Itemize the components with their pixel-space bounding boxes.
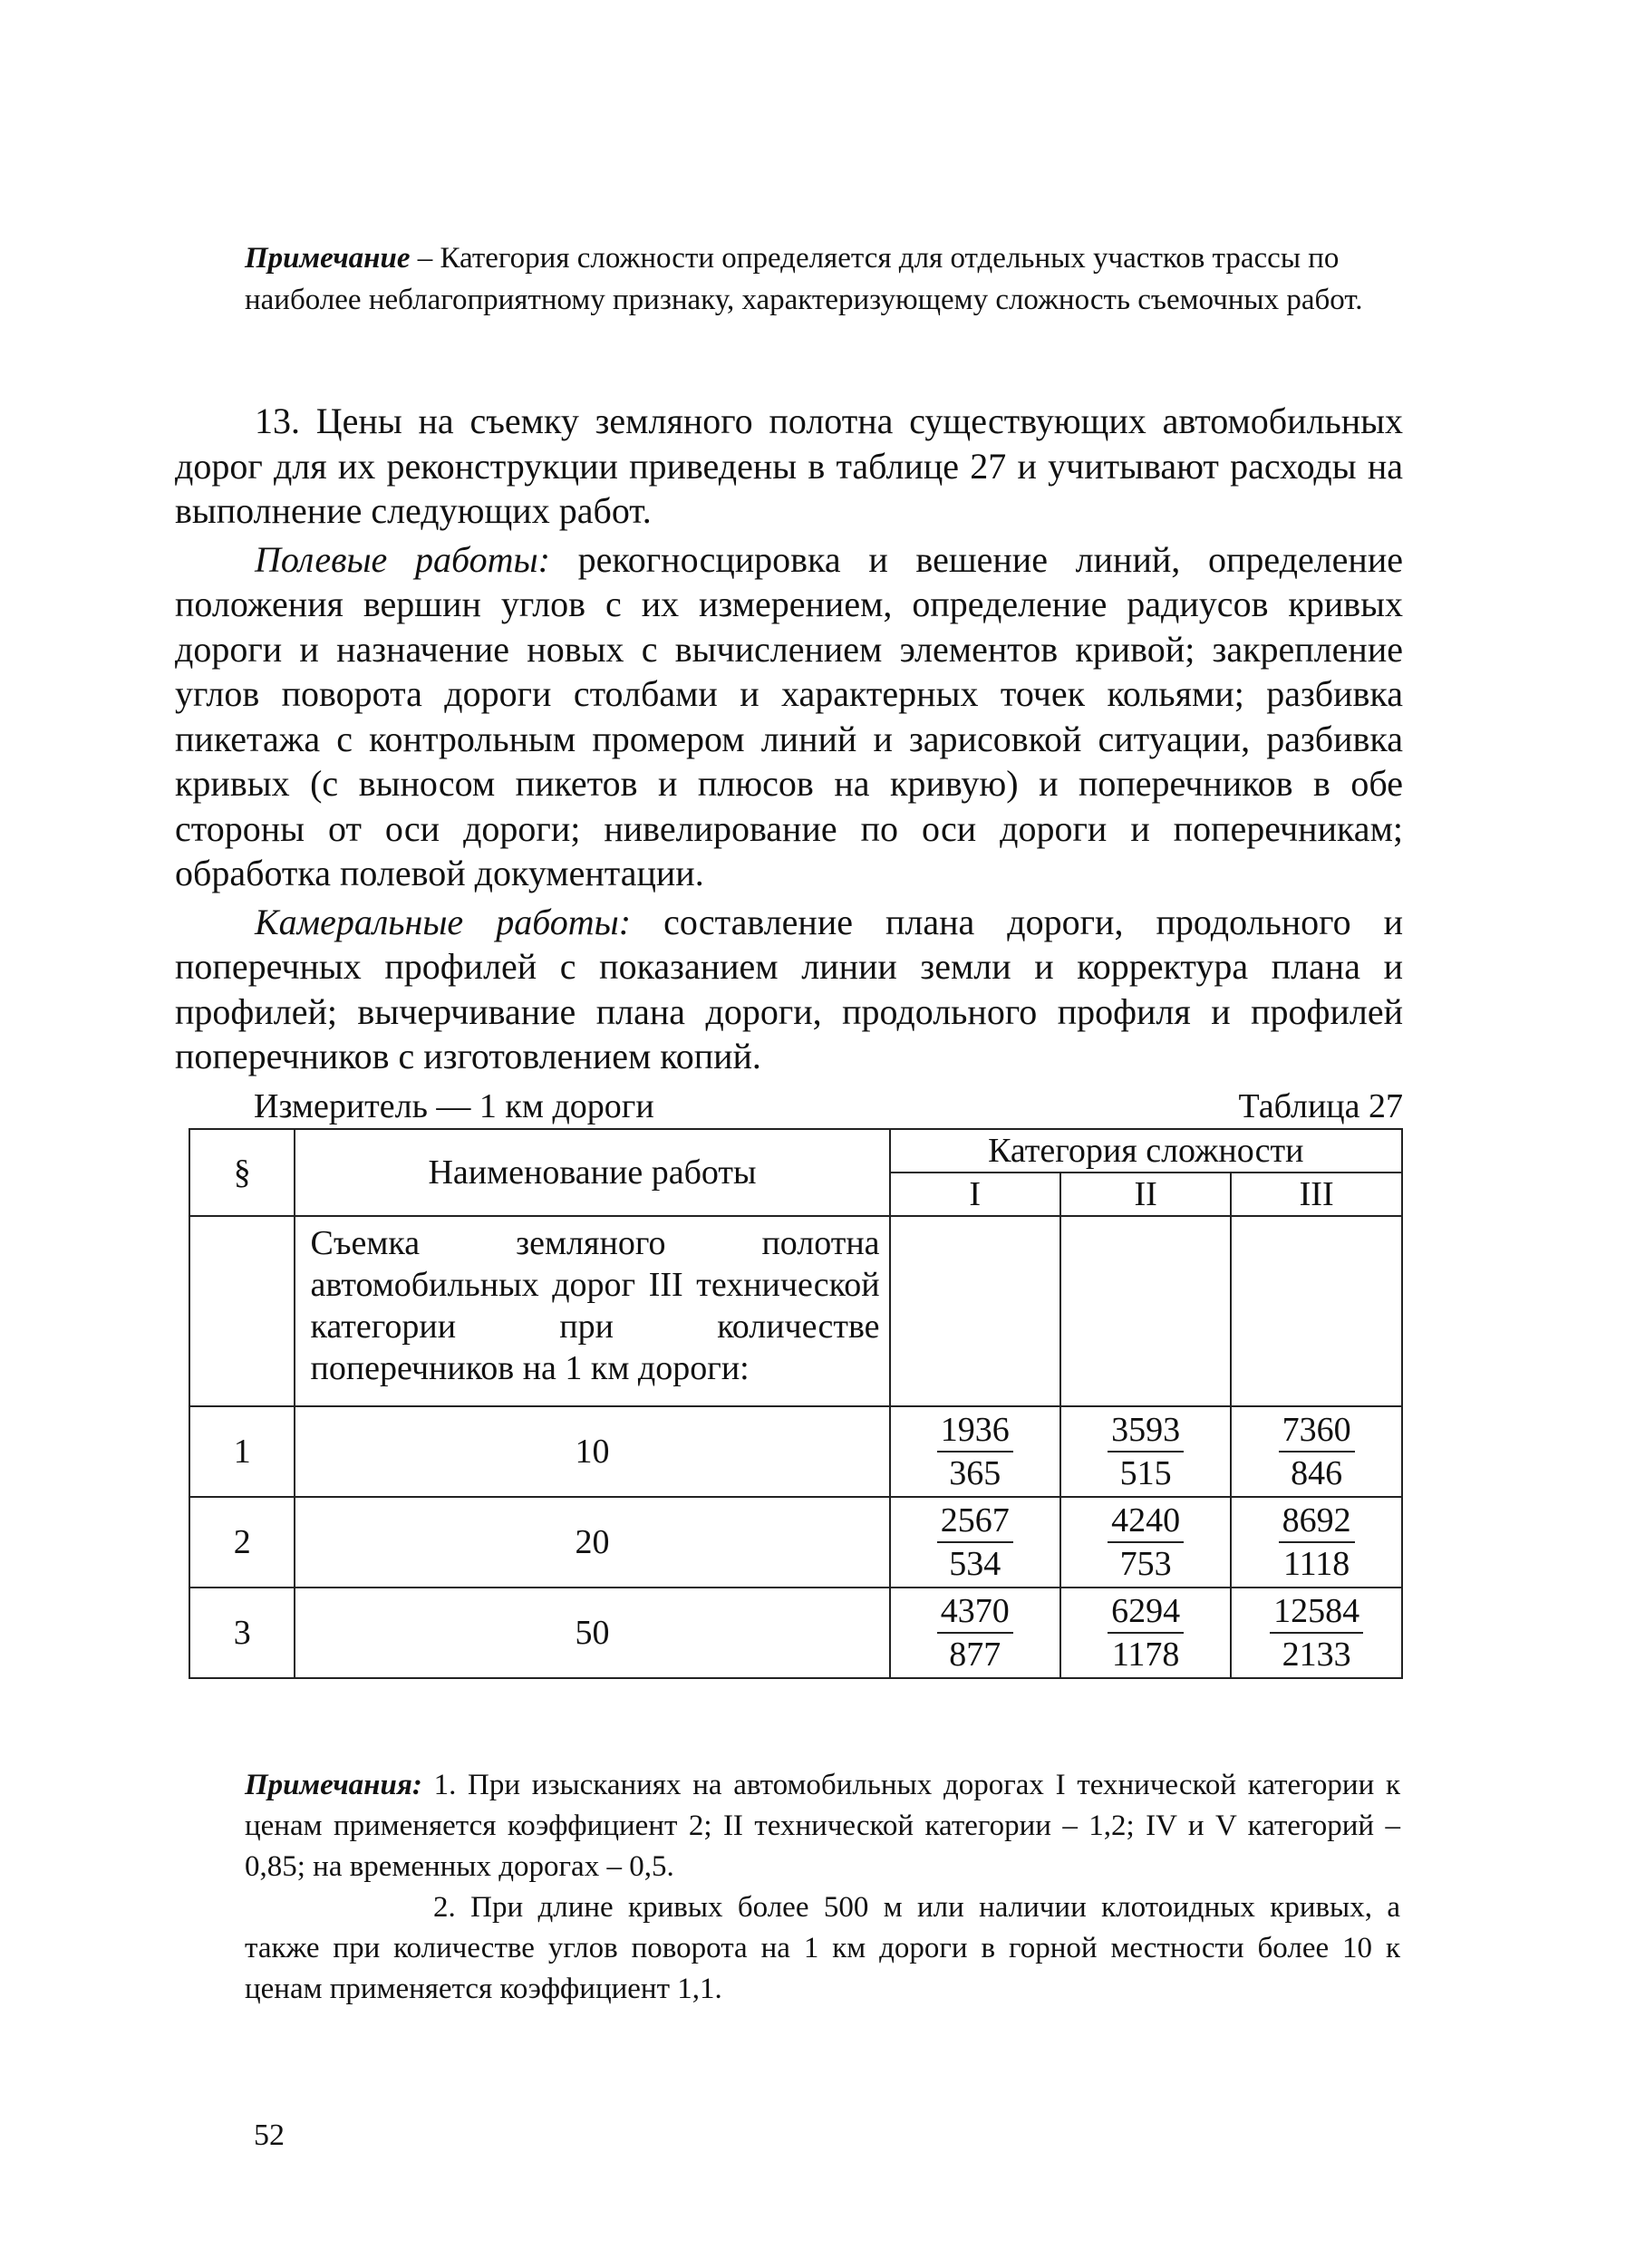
row-cat2 bbox=[1060, 1406, 1231, 1497]
fraction-bottom: 2133 bbox=[1282, 1636, 1351, 1674]
main-text bbox=[175, 399, 1403, 1079]
row-name: 20 bbox=[295, 1497, 889, 1588]
office-works-label: Камеральные работы: bbox=[255, 901, 632, 942]
fraction-bottom: 1118 bbox=[1283, 1545, 1350, 1583]
fraction-bottom: 753 bbox=[1119, 1545, 1172, 1583]
header-cat-1: I bbox=[890, 1173, 1060, 1216]
paragraph-13: 13. Цены на съемку земляного полотна существующих автомобильных дорог для их реконструкции приведены в таблице 27 и учитывают расходы на выполнение следующих работ. bbox=[175, 401, 1403, 531]
paragraph-field-works bbox=[175, 537, 1403, 896]
row-cat3 bbox=[1231, 1497, 1402, 1588]
table-measure: Измеритель — 1 км дороги bbox=[254, 1087, 654, 1125]
table-row bbox=[189, 1497, 1402, 1588]
fraction-bottom: 877 bbox=[949, 1636, 1001, 1674]
table-description-row bbox=[189, 1216, 1402, 1406]
bottom-notes bbox=[245, 1765, 1400, 2010]
fraction-top: 4370 bbox=[937, 1590, 1013, 1634]
paragraph-office-works bbox=[175, 900, 1403, 1079]
table-header-row bbox=[189, 1129, 1402, 1173]
row-cat2 bbox=[1060, 1497, 1231, 1588]
row-number: 3 bbox=[189, 1588, 295, 1678]
fraction-top: 12584 bbox=[1270, 1590, 1363, 1634]
page-number: 52 bbox=[254, 2118, 285, 2152]
field-works-text: рекогносцировка и вешение линий, определение положения вершин углов с их измерением, определение радиусов кривых дороги и назначение новых с вычислением элементов кривой; закрепление углов поворота дороги столбами и характерных точек кольями; разбивка пикетажа с контрольным промером линий и зарисовкой ситуации, разбивка кривых (с выносом пикетов и плюсов на кривую) и поперечников в обе стороны от оси дороги; нивелирование по оси дороги и поперечникам; обработка полевой документации. bbox=[175, 538, 1403, 893]
row-name: 50 bbox=[295, 1588, 889, 1678]
note-item-1-text: 1. При изысканиях на автомобильных дорогах I технической категории к ценам применяется коэффициент 2; II технической категории – 1,2; IV и V категорий – 0,85; на временных дорогах – 0,5. bbox=[245, 1769, 1400, 1883]
top-note bbox=[245, 237, 1396, 321]
description-num-cell bbox=[189, 1216, 295, 1406]
description-cat3-cell bbox=[1231, 1216, 1402, 1406]
header-name: Наименование работы bbox=[295, 1129, 889, 1216]
row-cat1 bbox=[890, 1406, 1060, 1497]
field-works-label: Полевые работы: bbox=[255, 538, 550, 580]
fraction-bottom: 515 bbox=[1119, 1454, 1172, 1492]
fraction-top: 7360 bbox=[1279, 1409, 1355, 1452]
top-note-text bbox=[245, 237, 1396, 321]
top-note-label: Примечание bbox=[245, 242, 411, 275]
notes-label: Примечания: bbox=[245, 1769, 422, 1801]
fraction-top: 8692 bbox=[1279, 1500, 1355, 1543]
header-category: Категория сложности bbox=[890, 1129, 1402, 1173]
description-cat1-cell bbox=[890, 1216, 1060, 1406]
table-row bbox=[189, 1406, 1402, 1497]
note-item-1 bbox=[245, 1765, 1400, 1887]
description-cell: Съемка земляного полотна автомобильных дорог III технической категории при количестве поперечников на 1 км дороги: bbox=[295, 1216, 889, 1406]
price-table bbox=[189, 1128, 1403, 1679]
fraction-bottom: 534 bbox=[949, 1545, 1001, 1583]
row-name: 10 bbox=[295, 1406, 889, 1497]
description-cat2-cell bbox=[1060, 1216, 1231, 1406]
header-cat-2: II bbox=[1060, 1173, 1231, 1216]
fraction-top: 4240 bbox=[1108, 1500, 1184, 1543]
table-row bbox=[189, 1588, 1402, 1678]
row-cat1 bbox=[890, 1497, 1060, 1588]
row-number: 2 bbox=[189, 1497, 295, 1588]
header-cat-3: III bbox=[1231, 1173, 1402, 1216]
row-cat1 bbox=[890, 1588, 1060, 1678]
fraction-bottom: 365 bbox=[949, 1454, 1001, 1492]
top-note-body: – Категория сложности определяется для отдельных участков трассы по наиболее неблагоприятному признаку, характеризующему сложность съемочных работ. bbox=[245, 242, 1363, 316]
table-number: Таблица 27 bbox=[1238, 1087, 1403, 1125]
header-section: § bbox=[189, 1129, 295, 1216]
fraction-top: 1936 bbox=[937, 1409, 1013, 1452]
office-works-text: составление плана дороги, продольного и поперечных профилей с показанием линии земли и корректура плана и профилей; вычерчивание плана дороги, продольного профиля и профилей поперечников с изготовлением копий. bbox=[175, 901, 1404, 1076]
row-number: 1 bbox=[189, 1406, 295, 1497]
fraction-bottom: 1178 bbox=[1111, 1636, 1180, 1674]
fraction-top: 6294 bbox=[1108, 1590, 1184, 1634]
row-cat3 bbox=[1231, 1406, 1402, 1497]
row-cat2 bbox=[1060, 1588, 1231, 1678]
fraction-top: 2567 bbox=[937, 1500, 1013, 1543]
fraction-bottom: 846 bbox=[1291, 1454, 1343, 1492]
row-cat3 bbox=[1231, 1588, 1402, 1678]
note-item-2: 2. При длине кривых более 500 м или наличии клотоидных кривых, а также при количестве углов поворота на 1 км дороги в горной местности более 10 к ценам применяется коэффициент 1,1. bbox=[245, 1891, 1400, 2005]
fraction-top: 3593 bbox=[1108, 1409, 1184, 1452]
